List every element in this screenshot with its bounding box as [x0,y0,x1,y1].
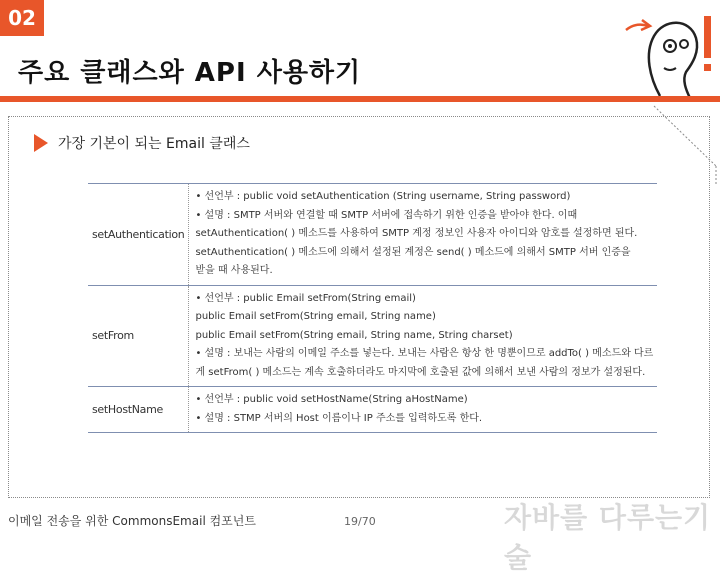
description-line: • 설명 : 보내는 사람의 이메일 주소를 넣는다. 보내는 사람은 항상 한 명뿐이므로 addTo( ) 메소드와 다르 [195,348,654,359]
description-line: • 선언부 : public void setHostName(String aHostName) [195,394,468,405]
method-description [189,285,657,387]
description-line: setAuthentication( ) 메소드를 사용하여 SMTP 계정 정보인 사용자 아이디와 암호를 설정하면 된다. [195,228,638,239]
table-row [88,387,657,433]
description-line: 받을 때 사용된다. [195,265,273,276]
title-divider [0,96,720,102]
table-row [88,184,657,286]
triangle-bullet-icon [34,134,48,152]
page-title: 주요 클래스와 API 사용하기 [18,58,362,88]
page-number: 19/70 [344,515,376,528]
description-line: • 선언부 : public Email setFrom(String email) [195,292,416,304]
description-line: public Email setFrom(String email, String name, String charset) [195,329,513,341]
method-name: setHostName [88,387,189,433]
section-heading-text: 가장 기본이 되는 Email 클래스 [58,136,250,152]
description-line: • 설명 : STMP 서버의 Host 이름이나 IP 주소를 입력하도록 한다. [195,412,483,424]
description-line: public Email setFrom(String email, String name) [195,311,436,322]
method-description [189,184,657,286]
footer-topic: 이메일 전송을 위한 CommonsEmail 컴포넌트 [8,514,256,528]
table-row [88,285,657,387]
chapter-badge: 02 [0,0,44,36]
page-fold-decoration [650,104,720,184]
brand-logo-text: 자바를 다루는기술 [504,501,712,574]
method-name: setAuthentication [88,184,189,286]
description-line: 게 setFrom( ) 메소드는 계속 호출하더라도 마지막에 호출된 값에 의해서 보낸 사람의 정보가 설정된다. [195,366,646,378]
method-description [189,387,657,433]
method-name: setFrom [88,285,189,387]
method-table [88,183,657,433]
description-line: • 선언부 : public void setAuthentication (String username, String password) [195,191,571,202]
description-line: • 설명 : SMTP 서버와 연결할 때 SMTP 서버에 접속하기 위한 인증을 받아야 한다. 이때 [195,209,578,221]
section-heading [34,133,250,153]
thinking-face-icon [620,8,716,100]
description-line: setAuthentication( ) 메소드에 의해서 설정된 계정은 send( ) 메소드에 의해서 SMTP 서버 인증을 [195,246,631,258]
